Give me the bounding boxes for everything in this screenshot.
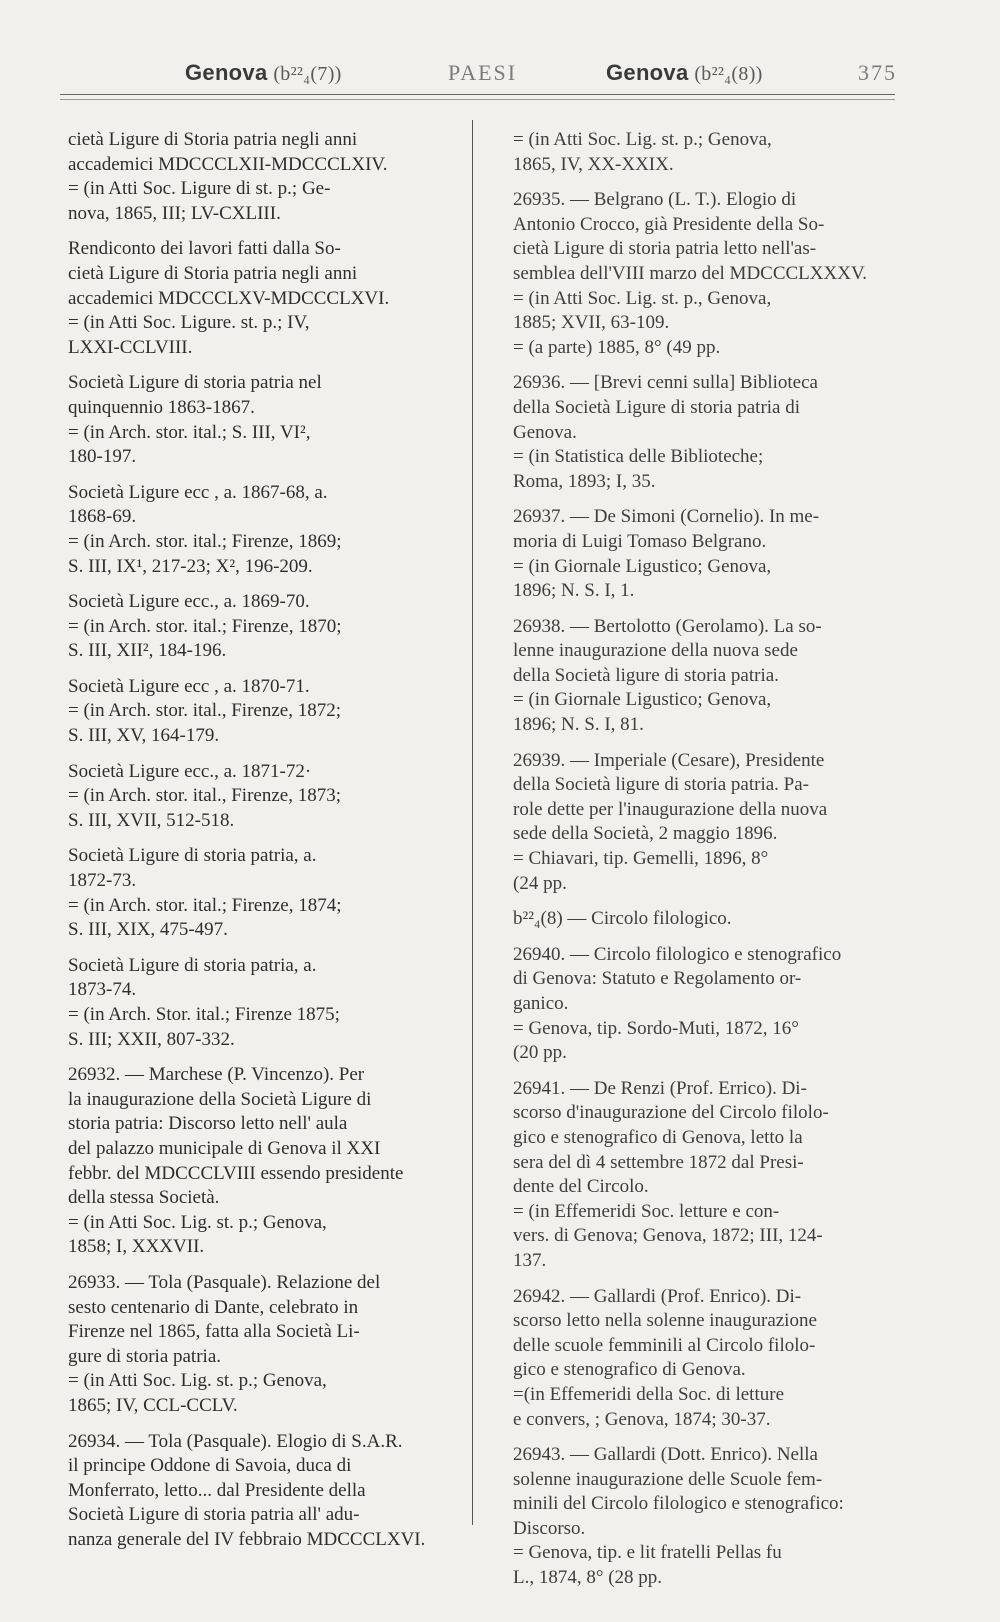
entry-line: = (in Arch. Stor. ital.; Firenze 1875; xyxy=(68,1004,340,1025)
entry-line: S. III, IX¹, 217-23; X², 196-209. xyxy=(68,555,313,577)
entry-line: 180-197. xyxy=(68,446,137,468)
running-head-section: PAESI xyxy=(448,60,518,85)
entry-line: LXXI-CCLVIII. xyxy=(68,336,193,358)
entry-line: 26937. — De Simoni (Cornelio). In me- xyxy=(513,506,820,528)
entry-line: = Genova, tip. e lit fratelli Pellas fu xyxy=(513,1542,782,1564)
entry-line: accademici MDCCCLXII-MDCCCLXIV. xyxy=(68,153,388,175)
entry-line: gico e stenografico di Genova, letto la xyxy=(513,1126,803,1148)
entry-line: role dette per l'inaugurazione della nuova xyxy=(513,798,828,820)
entry-line: Società Ligure di storia patria, a. xyxy=(68,845,317,867)
entry-line: = (in Arch. stor. ital.; S. III, VI², xyxy=(68,421,311,443)
bibliography-entry xyxy=(513,1443,895,1591)
bibliography-entry xyxy=(68,128,464,226)
entry-line: sera del dì 4 settembre 1872 dal Presi- xyxy=(513,1151,804,1173)
entry-line: di Genova: Statuto e Regolamento or- xyxy=(513,968,802,990)
entry-line: cietà Ligure di Storia patria negli anni xyxy=(68,262,358,284)
entry-line: 26941. — De Renzi (Prof. Errico). Di- xyxy=(513,1077,807,1099)
entry-line: 26933. — Tola (Pasquale). Relazione del xyxy=(68,1271,381,1293)
header-rule xyxy=(60,94,895,95)
entry-line: e convers, ; Genova, 1874; 30-37. xyxy=(513,1408,771,1430)
entry-line: gure di storia patria. xyxy=(68,1345,222,1367)
right-column xyxy=(513,128,895,1602)
entry-line: S. III; XXII, 807-332. xyxy=(68,1028,235,1050)
entry-line: 1896; N. S. I, 81. xyxy=(513,714,644,736)
entry-line: 1885; XVII, 63-109. xyxy=(513,312,670,334)
entry-line: = (in Arch. stor. ital.; Firenze, 1870; xyxy=(68,615,342,637)
entry-line: = (in Atti Soc. Ligure. st. p.; IV, xyxy=(68,312,310,334)
entry-line: 26942. — Gallardi (Prof. Enrico). Di- xyxy=(513,1285,802,1307)
entry-line: = (in Atti Soc. Lig. st. p., Genova, xyxy=(513,287,772,309)
entry-line: 26935. — Belgrano (L. T.). Elogio di xyxy=(513,189,797,211)
entry-line: cietà Ligure di Storia patria negli anni xyxy=(68,129,358,150)
entry-line: = (in Arch. stor. ital., Firenze, 1872; xyxy=(68,700,341,722)
entry-line: nanza generale del IV febbraio MDCCCLXVI. xyxy=(68,1528,426,1550)
column-divider xyxy=(472,120,473,1525)
entry-line: sesto centenario di Dante, celebrato in xyxy=(68,1296,359,1318)
entry-line: Società Ligure ecc., a. 1869-70. xyxy=(68,591,310,613)
entry-line: 26940. — Circolo filologico e stenografico xyxy=(513,943,842,965)
bibliography-entry xyxy=(68,1271,464,1419)
entry-line: 1896; N. S. I, 1. xyxy=(513,580,635,602)
entry-line: 26939. — Imperiale (Cesare), Presidente xyxy=(513,749,825,771)
entry-line: Società Ligure di storia patria, a. xyxy=(68,954,317,976)
entry-line: delle scuole femminili al Circolo filolo- xyxy=(513,1334,816,1356)
entry-line: storia patria: Discorso letto nell' aula xyxy=(68,1113,348,1135)
bibliography-entry xyxy=(513,1285,895,1433)
entry-line: Roma, 1893; I, 35. xyxy=(513,470,656,492)
entry-line: 1858; I, XXXVII. xyxy=(68,1236,205,1258)
entry-line: Antonio Crocco, già Presidente della So- xyxy=(513,213,825,235)
entry-line: L., 1874, 8° (28 pp. xyxy=(513,1567,663,1589)
entry-line: S. III, XVII, 512-518. xyxy=(68,809,235,831)
running-head-right-title: Genova xyxy=(606,60,689,85)
entry-line: accademici MDCCCLXV-MDCCCLXVI. xyxy=(68,287,390,309)
entry-line: minili del Circolo filologico e stenografico: xyxy=(513,1493,844,1515)
entry-line: Rendiconto dei lavori fatti dalla So- xyxy=(68,238,341,260)
bibliography-entry xyxy=(513,749,895,897)
entry-line: cietà Ligure di storia patria letto nell'as- xyxy=(513,238,817,260)
entry-line: 26932. — Marchese (P. Vincenzo). Per xyxy=(68,1064,365,1086)
entry-line: sede della Società, 2 maggio 1896. xyxy=(513,823,778,845)
bibliography-entry xyxy=(513,1077,895,1274)
entry-line: gico e stenografico di Genova. xyxy=(513,1359,746,1381)
running-head-right-code: (b²²₄(8)) xyxy=(694,63,763,85)
entry-line: S. III, XII², 184-196. xyxy=(68,640,227,662)
bibliography-entry xyxy=(68,237,464,360)
entry-line: (20 pp. xyxy=(513,1042,567,1064)
bibliography-entry xyxy=(68,1063,464,1260)
entry-line: 137. xyxy=(513,1249,547,1271)
bibliography-entry xyxy=(513,371,895,494)
bibliography-entry xyxy=(68,675,464,749)
entry-line: 26943. — Gallardi (Dott. Enrico). Nella xyxy=(513,1444,818,1466)
running-head-right xyxy=(606,60,763,86)
entry-line: 1868-69. xyxy=(68,506,137,528)
entry-line: Discorso. xyxy=(513,1517,586,1539)
entry-line: = (in Giornale Ligustico; Genova, xyxy=(513,555,772,577)
entry-line: dente del Circolo. xyxy=(513,1176,649,1198)
entry-line: scorso letto nella solenne inaugurazione xyxy=(513,1310,817,1332)
entry-line: Società Ligure di storia patria nel xyxy=(68,372,322,394)
entry-line: = (in Atti Soc. Lig. st. p.; Genova, xyxy=(68,1370,327,1392)
entry-line: = Genova, tip. Sordo-Muti, 1872, 16° xyxy=(513,1017,799,1039)
left-column xyxy=(68,128,464,1563)
entry-line: ganico. xyxy=(513,993,569,1014)
entry-line: (24 pp. xyxy=(513,872,567,894)
entry-line: 1865, IV, XX-XXIX. xyxy=(513,153,674,175)
bibliography-entry xyxy=(513,615,895,738)
bibliography-entry xyxy=(68,590,464,664)
entry-line: Società Ligure ecc , a. 1870-71. xyxy=(68,675,310,697)
entry-line: 1873-74. xyxy=(68,979,137,1001)
entry-line: b²²₄(8) — Circolo filologico. xyxy=(513,908,732,930)
page-header xyxy=(0,52,1000,100)
bibliography-entry xyxy=(68,844,464,942)
bibliography-entry xyxy=(68,760,464,834)
entry-line: = (in Effemeridi Soc. letture e con- xyxy=(513,1200,780,1222)
entry-line: nova, 1865, III; LV-CXLIII. xyxy=(68,202,281,224)
bibliography-entry xyxy=(68,1430,464,1553)
entry-line: 1865; IV, CCL-CCLV. xyxy=(68,1394,238,1416)
entry-line: del palazzo municipale di Genova il XXI xyxy=(68,1137,381,1159)
entry-line: della Società Ligure di storia patria di xyxy=(513,396,801,418)
entry-line: = (a parte) 1885, 8° (49 pp. xyxy=(513,336,721,358)
entry-line: =(in Effemeridi della Soc. di letture xyxy=(513,1383,785,1405)
bibliography-entry xyxy=(68,481,464,579)
entry-line: semblea dell'VIII marzo del MDCCCLXXXV. xyxy=(513,262,867,284)
running-head-left xyxy=(185,60,342,86)
bibliography-entry xyxy=(513,128,895,177)
entry-line: della stessa Società. xyxy=(68,1187,220,1209)
bibliography-entry xyxy=(513,188,895,360)
entry-line: Società Ligure ecc , a. 1867-68, a. xyxy=(68,481,328,503)
entry-line: scorso d'inaugurazione del Circolo filolo- xyxy=(513,1102,829,1124)
bibliography-entry xyxy=(513,907,895,932)
entry-line: quinquennio 1863-1867. xyxy=(68,396,255,418)
entry-line: = (in Atti Soc. Ligure di st. p.; Ge- xyxy=(68,178,331,200)
entry-line: Società Ligure di storia patria all' adu- xyxy=(68,1504,360,1526)
entry-line: febbr. del MDCCCLVIII essendo presidente xyxy=(68,1162,404,1184)
entry-line: Società Ligure ecc., a. 1871-72· xyxy=(68,760,312,782)
entry-line: = (in Giornale Ligustico; Genova, xyxy=(513,689,772,711)
bibliography-entry xyxy=(513,943,895,1066)
entry-line: = (in Arch. stor. ital.; Firenze, 1869; xyxy=(68,530,342,552)
entry-line: = (in Atti Soc. Lig. st. p.; Genova, xyxy=(513,129,772,150)
header-rule-thin xyxy=(60,99,895,100)
bibliography-entry xyxy=(513,505,895,603)
entry-line: 1872-73. xyxy=(68,870,137,892)
entry-line: Firenze nel 1865, fatta alla Società Li- xyxy=(68,1321,360,1343)
entry-line: la inaugurazione della Società Ligure di xyxy=(68,1088,372,1110)
entry-line: vers. di Genova; Genova, 1872; III, 124- xyxy=(513,1225,823,1247)
entry-line: il principe Oddone di Savoia, duca di xyxy=(68,1455,352,1477)
entry-line: della Società ligure di storia patria. Pa- xyxy=(513,774,809,796)
entry-line: = (in Arch. stor. ital.; Firenze, 1874; xyxy=(68,894,342,916)
entry-line: 26934. — Tola (Pasquale). Elogio di S.A.R. xyxy=(68,1430,403,1452)
running-head-left-code: (b²²₄(7)) xyxy=(273,63,342,85)
entry-line: S. III, XV, 164-179. xyxy=(68,725,220,747)
entry-line: = (in Statistica delle Biblioteche; xyxy=(513,446,764,468)
entry-line: = (in Arch. stor. ital., Firenze, 1873; xyxy=(68,785,341,807)
entry-line: solenne inaugurazione delle Scuole fem- xyxy=(513,1468,823,1490)
entry-line: 26938. — Bertolotto (Gerolamo). La so- xyxy=(513,615,822,637)
entry-line: 26936. — [Brevi cenni sulla] Biblioteca xyxy=(513,372,818,394)
running-head-left-title: Genova xyxy=(185,60,268,85)
entry-line: moria di Luigi Tomaso Belgrano. xyxy=(513,530,767,552)
entry-line: della Società ligure di storia patria. xyxy=(513,664,779,686)
entry-line: Genova. xyxy=(513,421,577,443)
entry-line: = Chiavari, tip. Gemelli, 1896, 8° xyxy=(513,848,769,870)
entry-line: lenne inaugurazione della nuova sede xyxy=(513,640,798,662)
page-number: 375 xyxy=(858,60,897,85)
entry-line: S. III, XIX, 475-497. xyxy=(68,919,228,941)
bibliography-entry xyxy=(68,371,464,469)
bibliography-entry xyxy=(68,954,464,1052)
entry-line: Monferrato, letto... dal Presidente della xyxy=(68,1479,366,1501)
entry-line: = (in Atti Soc. Lig. st. p.; Genova, xyxy=(68,1211,327,1233)
